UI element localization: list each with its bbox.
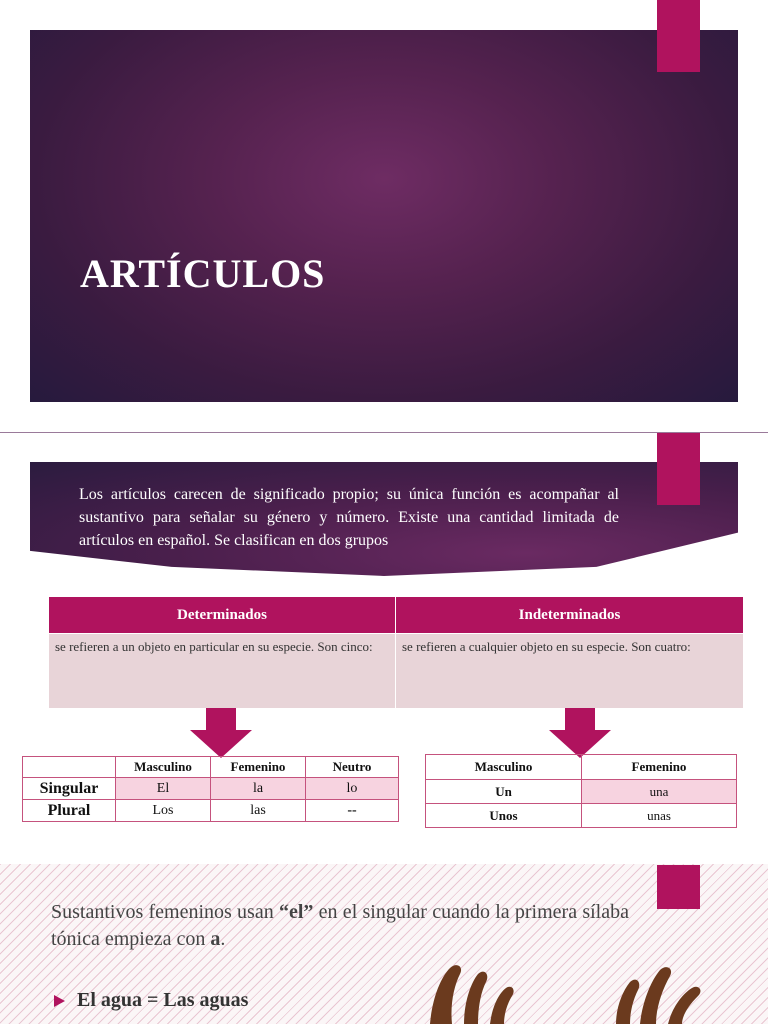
triangle-bullet-icon [54, 995, 65, 1007]
indeterminados-header [396, 597, 743, 633]
row-header-plural: Plural [23, 800, 116, 822]
bookmark-tab [657, 865, 700, 909]
intro-text: Los artículos carecen de significado propio; su única función es acompañar al sustantivo para señalar su género y número. Existe una cantidad limitada de artículos en español. Se clasifican en dos grupos [79, 486, 619, 549]
indeterminados-description-text: se refieren a cualquier objeto en su especie. Son cuatro: [402, 639, 691, 654]
table-cell: Unos [426, 804, 582, 828]
rule-text-el: “el” [278, 901, 314, 923]
example-bullet [54, 989, 248, 1012]
table-cell: El [116, 778, 211, 800]
bookmark-tab [657, 433, 700, 505]
rule-text-part1: Sustantivos femeninos usan [51, 901, 279, 923]
table-cell: -- [306, 800, 399, 822]
slide-divider [0, 432, 768, 433]
table-cell: lo [306, 778, 399, 800]
header-femenino: Femenino [582, 755, 737, 780]
header-neutro: Neutro [306, 757, 399, 778]
header-masculino: Masculino [426, 755, 582, 780]
slide-1 [0, 0, 768, 432]
arrow-down-icon [549, 708, 611, 758]
table-cell: unas [582, 804, 737, 828]
rule-text-part3: . [220, 928, 226, 950]
hands-illustration-icon [420, 960, 710, 1024]
rule-text-part2: en el singular cuando la primera sílaba tónica empieza con [51, 901, 629, 950]
indeterminados-table [425, 754, 737, 828]
determinados-table [22, 756, 399, 822]
table-corner [23, 757, 116, 778]
bookmark-tab [657, 0, 700, 72]
header-masculino: Masculino [116, 757, 211, 778]
rule-text-a: a [210, 928, 221, 950]
rule-text [51, 899, 629, 953]
indeterminados-title: Indeterminados [518, 606, 621, 623]
table-cell: Un [426, 780, 582, 804]
determinados-header [49, 597, 395, 633]
table-cell: la [211, 778, 306, 800]
determinados-description [49, 634, 395, 708]
header-femenino: Femenino [211, 757, 306, 778]
determinados-title: Determinados [177, 606, 267, 623]
row-header-singular: Singular [23, 778, 116, 800]
table-cell: las [211, 800, 306, 822]
table-cell: una [582, 780, 737, 804]
table-cell: Los [116, 800, 211, 822]
title-banner [30, 30, 738, 402]
indeterminados-description [396, 634, 743, 708]
determinados-description-text: se refieren a un objeto en particular en su especie. Son cinco: [55, 639, 373, 654]
example-text: El agua = Las aguas [77, 989, 249, 1011]
arrow-down-icon [190, 708, 252, 758]
slide-title: ARTÍCULOS [80, 251, 326, 296]
